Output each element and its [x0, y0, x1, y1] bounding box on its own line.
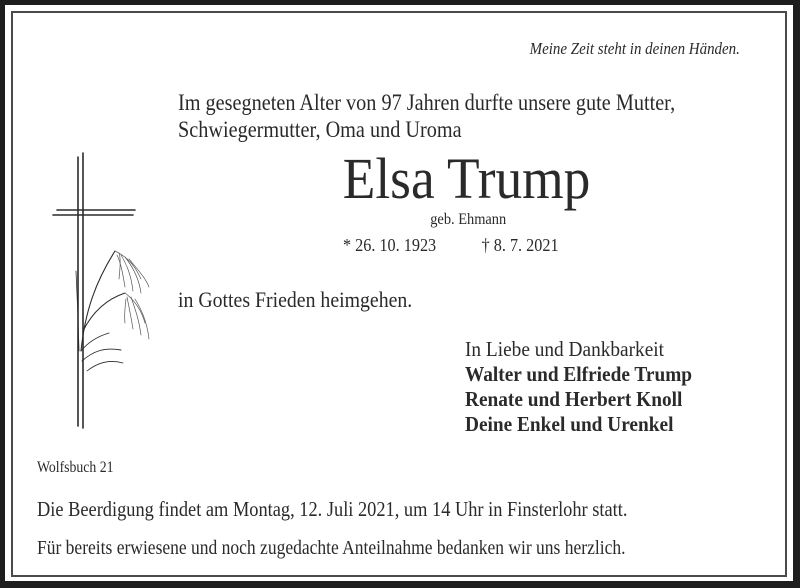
obituary-notice — [11, 11, 787, 577]
address: Wolfsbuch 21 — [37, 459, 114, 476]
mourners-intro: In Liebe und Dankbarkeit — [465, 337, 665, 361]
mourner-name: Renate und Herbert Knoll — [465, 387, 683, 411]
birth-date: * 26. 10. 1923 — [343, 235, 437, 255]
deceased-name: Elsa Trump — [343, 146, 591, 211]
mourners-block — [465, 337, 692, 437]
mourner-name: Deine Enkel und Urenkel — [465, 412, 674, 436]
motto-verse: Meine Zeit steht in deinen Händen. — [529, 39, 740, 58]
intro-line-1: Im gesegneten Alter von 97 Jahren durfte unsere gute Mutter, — [178, 90, 676, 115]
cross-with-wheat-icon — [41, 151, 161, 436]
funeral-info: Die Beerdigung findet am Montag, 12. Juli 2021, um 14 Uhr in Finsterlohr statt. — [37, 497, 628, 521]
death-date: † 8. 7. 2021 — [481, 235, 559, 255]
mourner-name: Walter und Elfriede Trump — [465, 362, 693, 386]
passing-text: in Gottes Frieden heimgehen. — [178, 287, 413, 312]
intro-text — [178, 89, 675, 143]
intro-line-2: Schwiegermutter, Oma und Uroma — [178, 117, 462, 142]
thanks-text: Für bereits erwiesene und noch zugedachte Anteilnahme bedanken wir uns herzlich. — [37, 537, 626, 559]
maiden-name: geb. Ehmann — [430, 211, 506, 228]
life-dates — [343, 235, 559, 256]
notice-outer-frame — [5, 5, 793, 581]
